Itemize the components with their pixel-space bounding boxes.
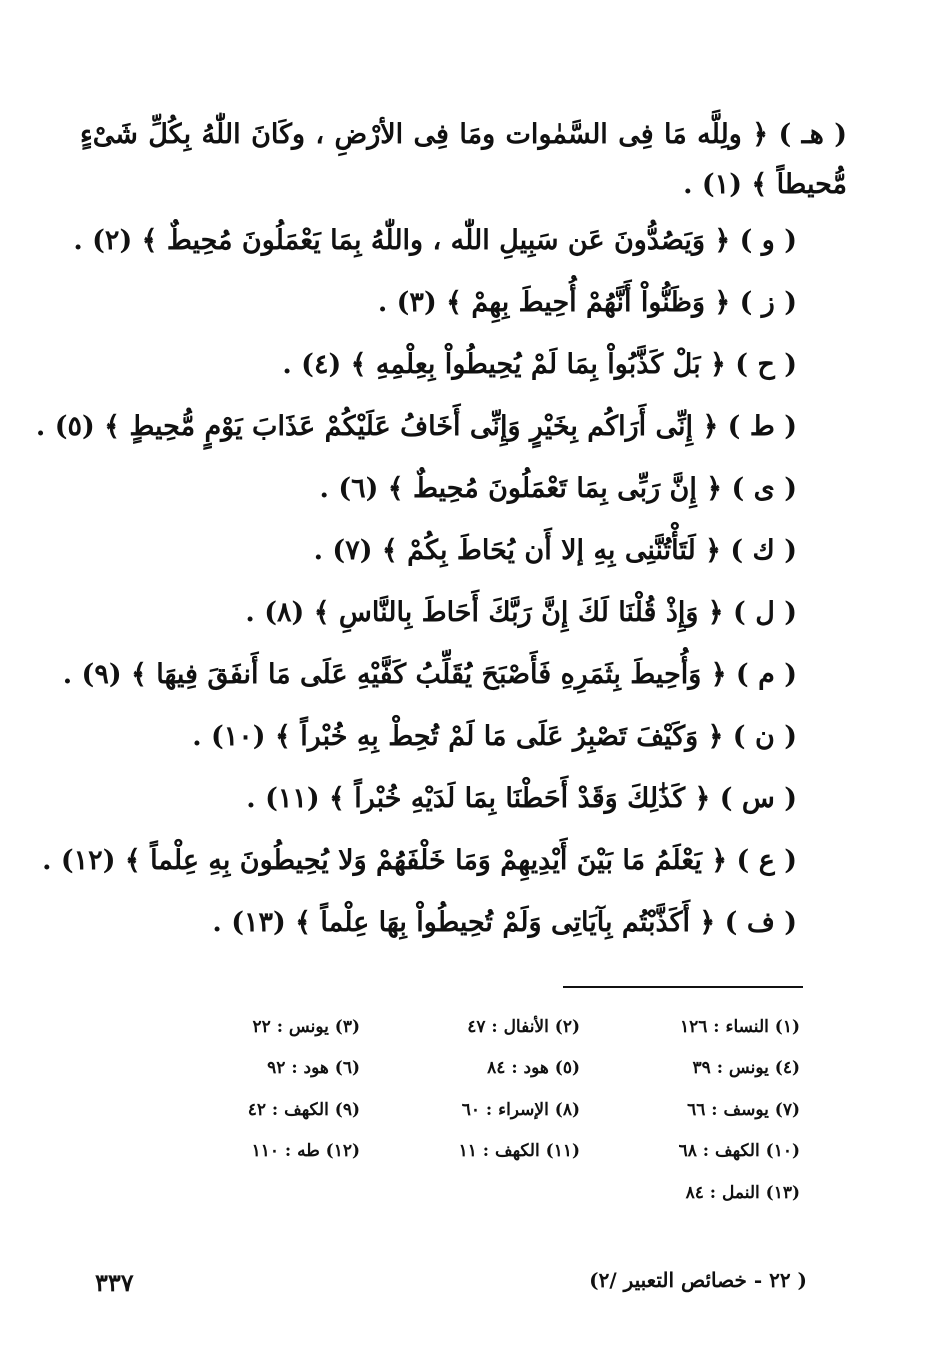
footnote-row (130, 1048, 800, 1090)
page-footer (95, 1268, 807, 1297)
footnote: (١١) الكهف : ١١ (458, 1141, 580, 1162)
verse-item: ( ل ) ﴿ وَإِذْ قُلْنَا لَكَ إِنَّ رَبَّكَ أَحَاطَ بِالنَّاسِ ﴾ (٨) . (245, 597, 797, 628)
verse-item: ( ط ) ﴿ إِنِّى أَرَاكُم بِخَيْرٍ وَإِنِّى أَخَافُ عَلَيْكُمْ عَذَابَ يَوْمٍ مُّحِيطٍ ﴾ (٥) . (35, 411, 797, 442)
verse-list (35, 110, 847, 954)
footnote: (٥) هود : ٨٤ (487, 1058, 580, 1079)
footnote: (٨) الإسراء : ٦٠ (461, 1099, 580, 1120)
verse-item: ( و ) ﴿ وَيَصُدُّونَ عَن سَبِيلِ اللّٰه ، واللّٰهُ بِمَا يَعْمَلُونَ مُحِيطٌ ﴾ (٢) . (73, 225, 797, 256)
footnote: (٣) يونس : ٢٢ (252, 1016, 360, 1037)
verse-item: ( ف ) ﴿ أَكَذَّبْتُم بِآيَاتِى وَلَمْ تُحِيطُواْ بِهَا عِلْماً ﴾ (١٣) . (212, 907, 797, 938)
running-head: ( ٢٢ - خصائص التعبير /٢) (589, 1268, 807, 1292)
footnote: (٤) يونس : ٣٩ (692, 1058, 800, 1079)
page-number: ٣٣٧ (95, 1268, 134, 1297)
footnote: (٦) هود : ٩٢ (267, 1058, 360, 1079)
verse-item: ( ز ) ﴿ وَظَنُّواْ أَنَّهُمْ أُحِيطَ بِهِمْ ﴾ (٣) . (377, 287, 797, 318)
verse-item-h: ( هـ ) ﴿ ولِلَّه مَا فِى السَّمٰوات ومَا فِى الأرْضِ ، وكَانَ اللّٰهُ بِكُلِّ شَىْءٍ مُّحيطاً ﴾ (١) . (80, 119, 847, 200)
verse-item: ( ع ) ﴿ يَعْلَمُ مَا بَيْنَ أَيْدِيهِمْ وَمَا خَلْفَهُمْ وَلا يُحِيطُونَ بِهِ عِلْماً ﴾ (١٢) . (42, 845, 797, 876)
verse-item: ( ح ) ﴿ بَلْ كَذَّبُواْ بِمَا لَمْ يُحِيطُواْ بِعِلْمِهِ ﴾ (٤) . (282, 349, 797, 380)
verse-item: ( م ) ﴿ وَأُحِيطَ بِثَمَرِهِ فَأَصْبَحَ يُقَلِّبُ كَفَّيْهِ عَلَى مَا أَنفَقَ فِيهَا ﴾ (٩) . (62, 659, 797, 690)
footnote: (١٣) النمل : ٨٤ (685, 1182, 800, 1203)
footnote: (١٢) طه : ١١٠ (251, 1141, 360, 1162)
footnote: (١) النساء : ١٢٦ (679, 1016, 800, 1037)
footnote: (٧) يوسف : ٦٦ (687, 1099, 800, 1120)
footnotes (130, 1006, 800, 1214)
verse-item: ( ن ) ﴿ وَكَيْفَ تَصْبِرُ عَلَى مَا لَمْ تُحِطْ بِهِ خُبْراً ﴾ (١٠) . (192, 721, 797, 752)
footnote: (٢) الأنفال : ٤٧ (467, 1016, 580, 1037)
footnote-row (130, 1172, 800, 1214)
footnote-row (130, 1131, 800, 1173)
footnote: (٩) الكهف : ٤٢ (247, 1099, 360, 1120)
footnote: (١٠) الكهف : ٦٨ (678, 1141, 800, 1162)
verse-item: ( ك ) ﴿ لَتَأْتُنَّنِى بِهِ إلا أَن يُحَاطَ بِكُمْ ﴾ (٧) . (313, 535, 797, 566)
footnote-divider (563, 986, 803, 988)
verse-item: ( س ) ﴿ كَذَٰلِكَ وَقَدْ أَحَطْنَا بِمَا لَدَيْهِ خُبْراً ﴾ (١١) . (246, 783, 797, 814)
verse-item: ( ى ) ﴿ إِنَّ رَبِّى بِمَا تَعْمَلُونَ مُحِيطٌ ﴾ (٦) . (319, 473, 797, 504)
footnote-row (130, 1089, 800, 1131)
footnote-row (130, 1006, 800, 1048)
